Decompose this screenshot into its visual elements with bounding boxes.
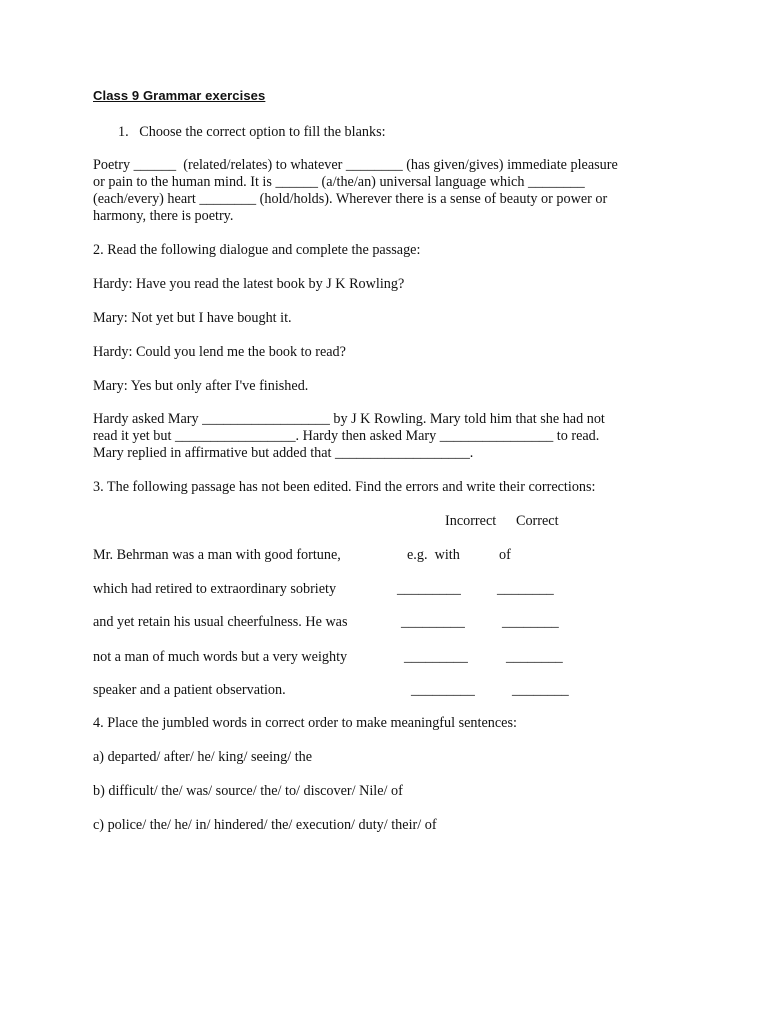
jumbled-item: a) departed/ after/ he/ king/ seeing/ the [93,749,313,765]
incorrect-cell: _________ [401,614,465,630]
correct-cell: ________ [506,649,563,665]
correct-cell: ________ [502,614,559,630]
q1-line: (each/every) heart ________ (hold/holds). Wherever there is a sense of beauty or power or [93,191,608,207]
passage-line: speaker and a patient observation. [93,682,286,698]
incorrect-cell: _________ [404,649,468,665]
q2-heading: 2. Read the following dialogue and complete the passage: [93,242,421,258]
q2-passage-line: Hardy asked Mary __________________ by J K Rowling. Mary told him that she had not [93,411,605,427]
q2-passage [93,411,683,462]
incorrect-cell: e.g. with [407,547,460,563]
correct-cell: of [499,547,511,563]
dialogue-line: Hardy: Have you read the latest book by J K Rowling? [93,276,405,292]
q3-heading: 3. The following passage has not been edited. Find the errors and write their corrections: [93,479,596,495]
page-title: Class 9 Grammar exercises [93,88,266,103]
q4-heading: 4. Place the jumbled words in correct order to make meaningful sentences: [93,715,517,731]
column-header-correct: Correct [516,513,559,529]
passage-line: which had retired to extraordinary sobriety [93,581,337,597]
correct-cell: ________ [512,682,569,698]
dialogue-line: Mary: Not yet but I have bought it. [93,310,292,326]
dialogue-line: Hardy: Could you lend me the book to read? [93,344,346,360]
q1-line: harmony, there is poetry. [93,208,234,224]
q1-line: or pain to the human mind. It is ______ (a/the/an) universal language which ________ [93,174,585,190]
incorrect-cell: _________ [397,581,461,597]
q1-heading: 1. Choose the correct option to fill the blanks: [118,124,386,140]
incorrect-cell: _________ [411,682,475,698]
passage-line: and yet retain his usual cheerfulness. He was [93,614,348,630]
jumbled-item: b) difficult/ the/ was/ source/ the/ to/ discover/ Nile/ of [93,783,403,799]
q1-paragraph [93,157,683,225]
jumbled-item: c) police/ the/ he/ in/ hindered/ the/ execution/ duty/ their/ of [93,817,437,833]
passage-line: not a man of much words but a very weighty [93,649,348,665]
q2-passage-line: Mary replied in affirmative but added that ___________________. [93,445,474,461]
q1-line: Poetry ______ (related/relates) to whatever ________ (has given/gives) immediate pleasure [93,157,618,173]
dialogue-line: Mary: Yes but only after I've finished. [93,378,309,394]
q2-passage-line: read it yet but _________________. Hardy then asked Mary ________________ to read. [93,428,600,444]
column-header-incorrect: Incorrect [445,513,497,529]
passage-line: Mr. Behrman was a man with good fortune, [93,547,341,563]
correct-cell: ________ [497,581,554,597]
